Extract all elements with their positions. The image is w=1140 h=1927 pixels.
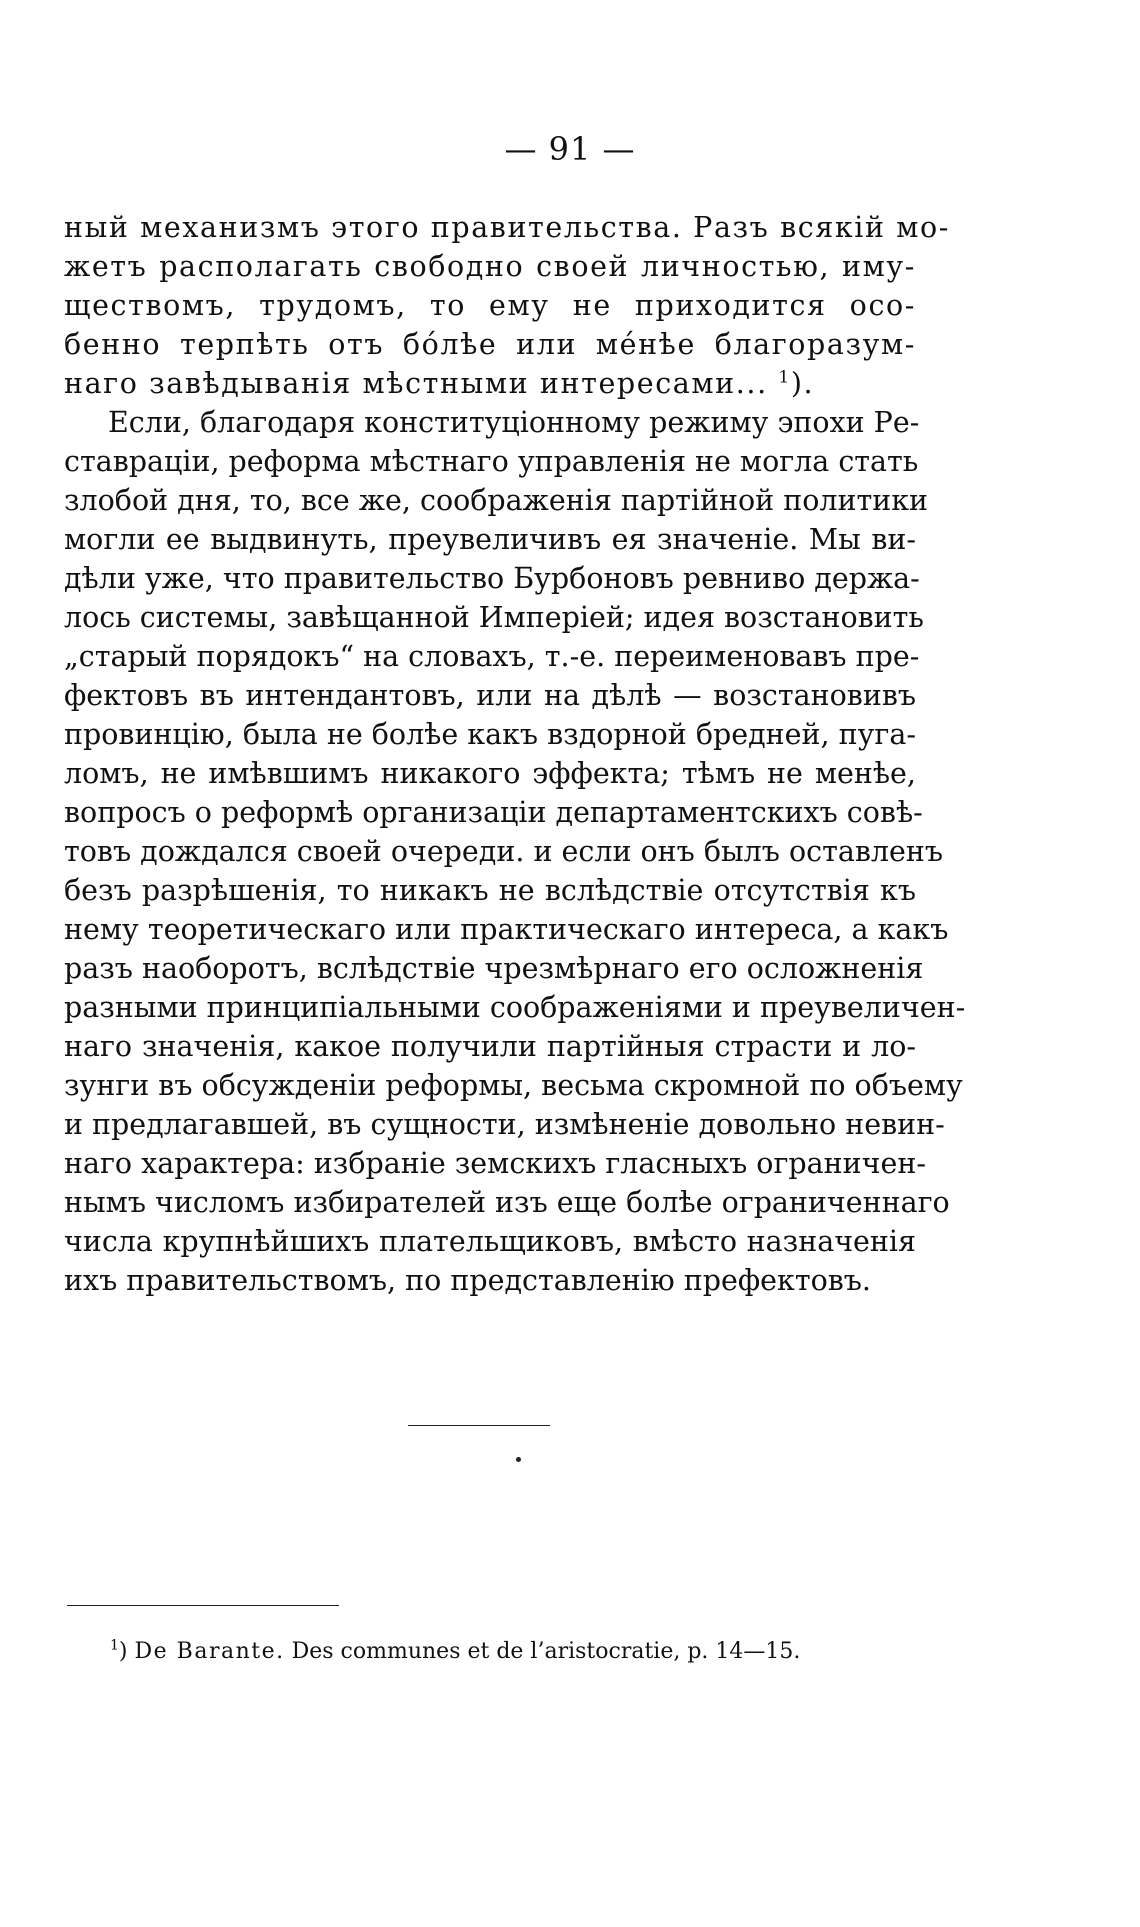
text-line: нему теоретическаго или практическаго интереса, а какъ (64, 913, 949, 946)
text-line: наго характера: избраніе земскихъ гласныхъ ограничен- (64, 1147, 926, 1180)
footnote-marker: 1 (110, 1637, 119, 1654)
text-line: злобой дня, то, все же, соображенія партійной политики (64, 484, 929, 517)
text-line: наго значенія, какое получили партійныя страсти и ло- (64, 1030, 916, 1063)
text-line: могли ее выдвинуть, преувеличивъ ея значеніе. Мы ви- (64, 523, 916, 556)
text-line: безъ разрѣшенія, то никакъ не вслѣдствіе отсутствія къ (64, 874, 916, 907)
text-line: фектовъ въ интендантовъ, или на дѣлѣ — возстановивъ (64, 679, 916, 712)
paragraph-1 (64, 208, 951, 403)
text-line-content: наго завѣдыванія мѣстными интересами... (64, 367, 779, 400)
text-line: нымъ числомъ избирателей изъ еще болѣе ограниченнаго (64, 1186, 950, 1219)
page-number: — 91 — (504, 130, 636, 168)
body-text (64, 208, 966, 1300)
text-line: и предлагавшей, въ сущности, измѣненіе довольно невин- (64, 1108, 945, 1141)
text-line: вопросъ о реформѣ организаціи департаментскихъ совѣ- (64, 796, 923, 829)
text-line: жетъ располагать свободно своей личностью, иму- (64, 250, 916, 283)
text-line: ществомъ, трудомъ, то ему не приходится осо- (64, 289, 916, 322)
section-divider (408, 1425, 550, 1426)
text-line (64, 364, 916, 403)
text-line: разными принципіальными соображеніями и преувеличен- (64, 991, 966, 1024)
footnote (110, 1637, 800, 1667)
footnote-divider (67, 1605, 339, 1606)
text-line: „старый порядокъ“ на словахъ, т.-е. переименовавъ пре- (64, 640, 920, 673)
text-line: ломъ, не имѣвшимъ никакого эффекта; тѣмъ не менѣе, (64, 757, 916, 790)
text-line: ихъ правительствомъ, по представленію префектовъ. (64, 1264, 871, 1297)
text-line: зунги въ обсужденіи реформы, весьма скромной по объему (64, 1069, 963, 1102)
text-line: Если, благодаря конституціонному режиму эпохи Ре- (108, 406, 920, 439)
text-line: ставраціи, реформа мѣстнаго управленія не могла стать (64, 445, 919, 478)
text-line: товъ дождался своей очереди. и если онъ былъ оставленъ (64, 835, 944, 868)
footnote-paren: ) (118, 1639, 128, 1664)
text-line: ный механизмъ этого правительства. Разъ всякій мо- (64, 211, 951, 244)
text-line: числа крупнѣйшихъ плательщиковъ, вмѣсто назначенія (64, 1225, 916, 1258)
print-speck-icon (516, 1457, 521, 1462)
text-line: дѣли уже, что правительство Бурбоновъ ревниво держа- (64, 562, 920, 595)
footnote-author: De Barante. (134, 1639, 285, 1664)
text-line: лось системы, завѣщанной Имперіей; идея возстановить (64, 601, 924, 634)
paragraph-2 (64, 403, 966, 1300)
text-line: провинцію, была не болѣе какъ вздорной бредней, пуга- (64, 718, 916, 751)
footnote-text: Des communes et de l’aristocratie, p. 14—15. (291, 1639, 801, 1664)
text-line-tail: ). (790, 367, 815, 400)
footnote-reference: 1 (778, 367, 791, 388)
text-line: разъ наоборотъ, вслѣдствіе чрезмѣрнаго его осложненія (64, 952, 924, 985)
text-line: бенно терпѣть отъ бо́лѣе или мéнѣе благоразум- (64, 328, 916, 361)
